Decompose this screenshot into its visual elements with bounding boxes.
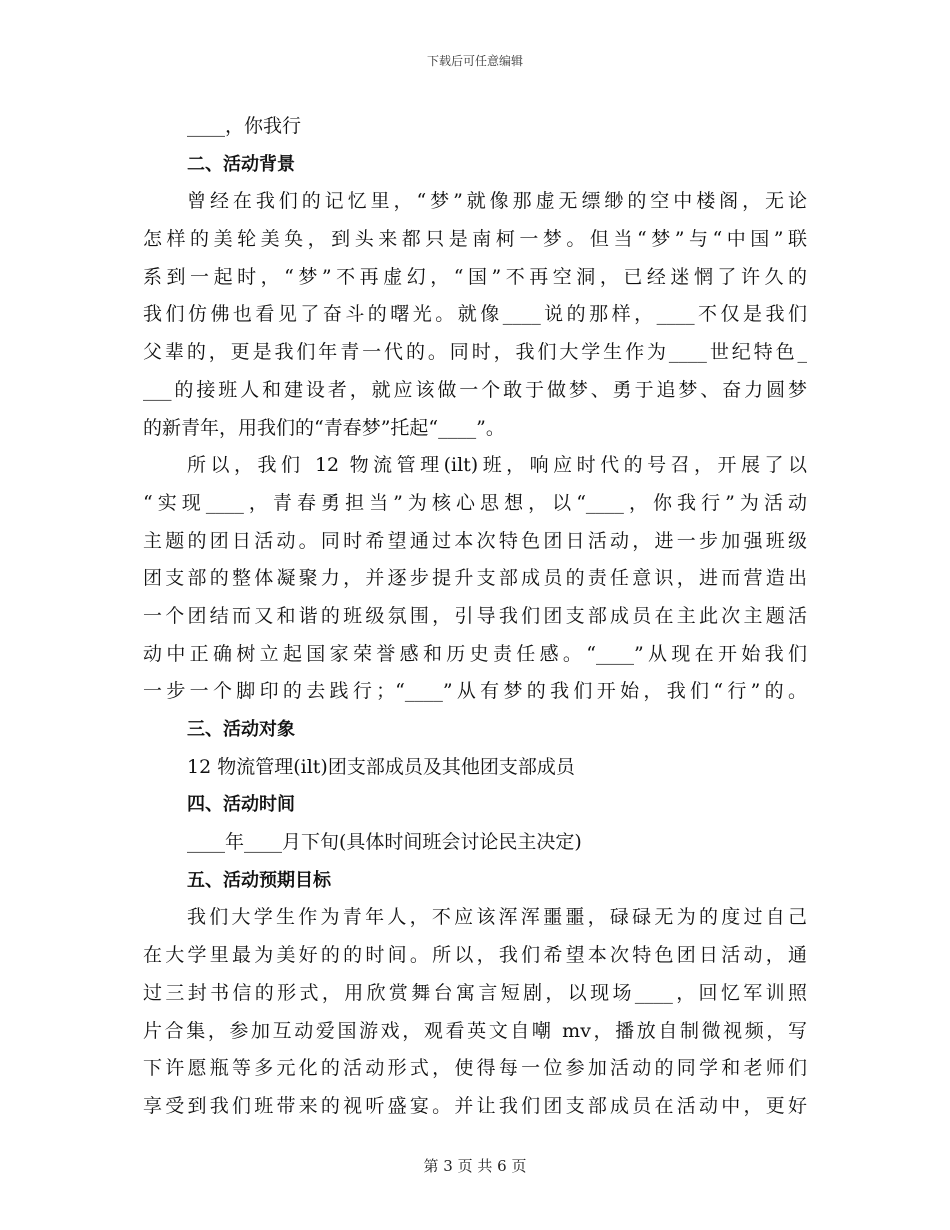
paragraph-line: 我们仿佛也看见了奋斗的曙光。就像____说的那样，____不仅是我们 bbox=[143, 303, 807, 326]
paragraph-line: 12 物流管理(ilt)团支部成员及其他团支部成员 bbox=[187, 755, 575, 778]
paragraph-line: 怎样的美轮美奂，到头来都只是南柯一梦。但当“梦”与“中国”联 bbox=[143, 228, 807, 251]
section-heading-target: 三、活动对象 bbox=[187, 719, 295, 740]
paragraph-line: 所以，我们 12 物流管理(ilt)班，响应时代的号召，开展了以 bbox=[187, 454, 807, 477]
paragraph-line: 我们大学生作为青年人，不应该浑浑噩噩，碌碌无为的度过自己 bbox=[187, 906, 807, 929]
paragraph-line: ____年____月下旬(具体时间班会讨论民主决定) bbox=[187, 831, 582, 854]
paragraph-line: “实现____，青春勇担当”为核心思想，以“____，你我行”为活动 bbox=[143, 491, 807, 514]
page-header: 下载后可任意编辑 bbox=[426, 54, 523, 68]
paragraph-line: 片合集，参加互动爱国游戏，观看英文自嘲 mv，播放自制微视频，写 bbox=[143, 1019, 807, 1042]
paragraph-line: 下许愿瓶等多元化的活动形式，使得每一位参加活动的同学和老师们 bbox=[143, 1057, 807, 1080]
paragraph-line: ____，你我行 bbox=[187, 115, 302, 137]
paragraph-line: 动中正确树立起国家荣誉感和历史责任感。“____”从现在开始我们 bbox=[143, 642, 807, 665]
paragraph-line: 系到一起时，“梦”不再虚幻，“国”不再空洞，已经迷惘了许久的 bbox=[143, 265, 807, 288]
paragraph-line: ___的接班人和建设者，就应该做一个敢于做梦、勇于追梦、奋力圆梦 bbox=[143, 378, 807, 401]
paragraph-line: 曾经在我们的记忆里，“梦”就像那虚无缥缈的空中楼阁，无论 bbox=[187, 190, 807, 213]
paragraph-line: 主题的团日活动。同时希望通过本次特色团日活动，进一步加强班级 bbox=[143, 529, 807, 552]
paragraph-line: 一步一个脚印的去践行；“____”从有梦的我们开始，我们“行”的。 bbox=[143, 680, 807, 703]
paragraph-line: 的新青年，用我们的“青春梦”托起“____”。 bbox=[143, 416, 505, 439]
paragraph-line: 在大学里最为美好的的时间。所以，我们希望本次特色团日活动，通 bbox=[143, 944, 807, 967]
paragraph-line: 享受到我们班带来的视听盛宴。并让我们团支部成员在活动中，更好 bbox=[143, 1094, 807, 1117]
paragraph-line: 一个团结而又和谐的班级氛围，引导我们团支部成员在主此次主题活 bbox=[143, 604, 807, 627]
document-body bbox=[143, 108, 807, 1126]
page-footer: 第 3 页 共 6 页 bbox=[423, 1157, 527, 1175]
section-heading-time: 四、活动时间 bbox=[187, 794, 295, 816]
section-heading-background: 二、活动背景 bbox=[187, 153, 295, 175]
paragraph-line: 过三封书信的形式，用欣赏舞台寓言短剧，以现场____，回忆军训照 bbox=[143, 981, 807, 1004]
paragraph-line: 父辈的，更是我们年青一代的。同时，我们大学生作为____世纪特色_ bbox=[143, 341, 807, 364]
paragraph-line: 团支部的整体凝聚力，并逐步提升支部成员的责任意识，进而营造出 bbox=[143, 567, 807, 590]
section-heading-goals: 五、活动预期目标 bbox=[187, 869, 331, 891]
